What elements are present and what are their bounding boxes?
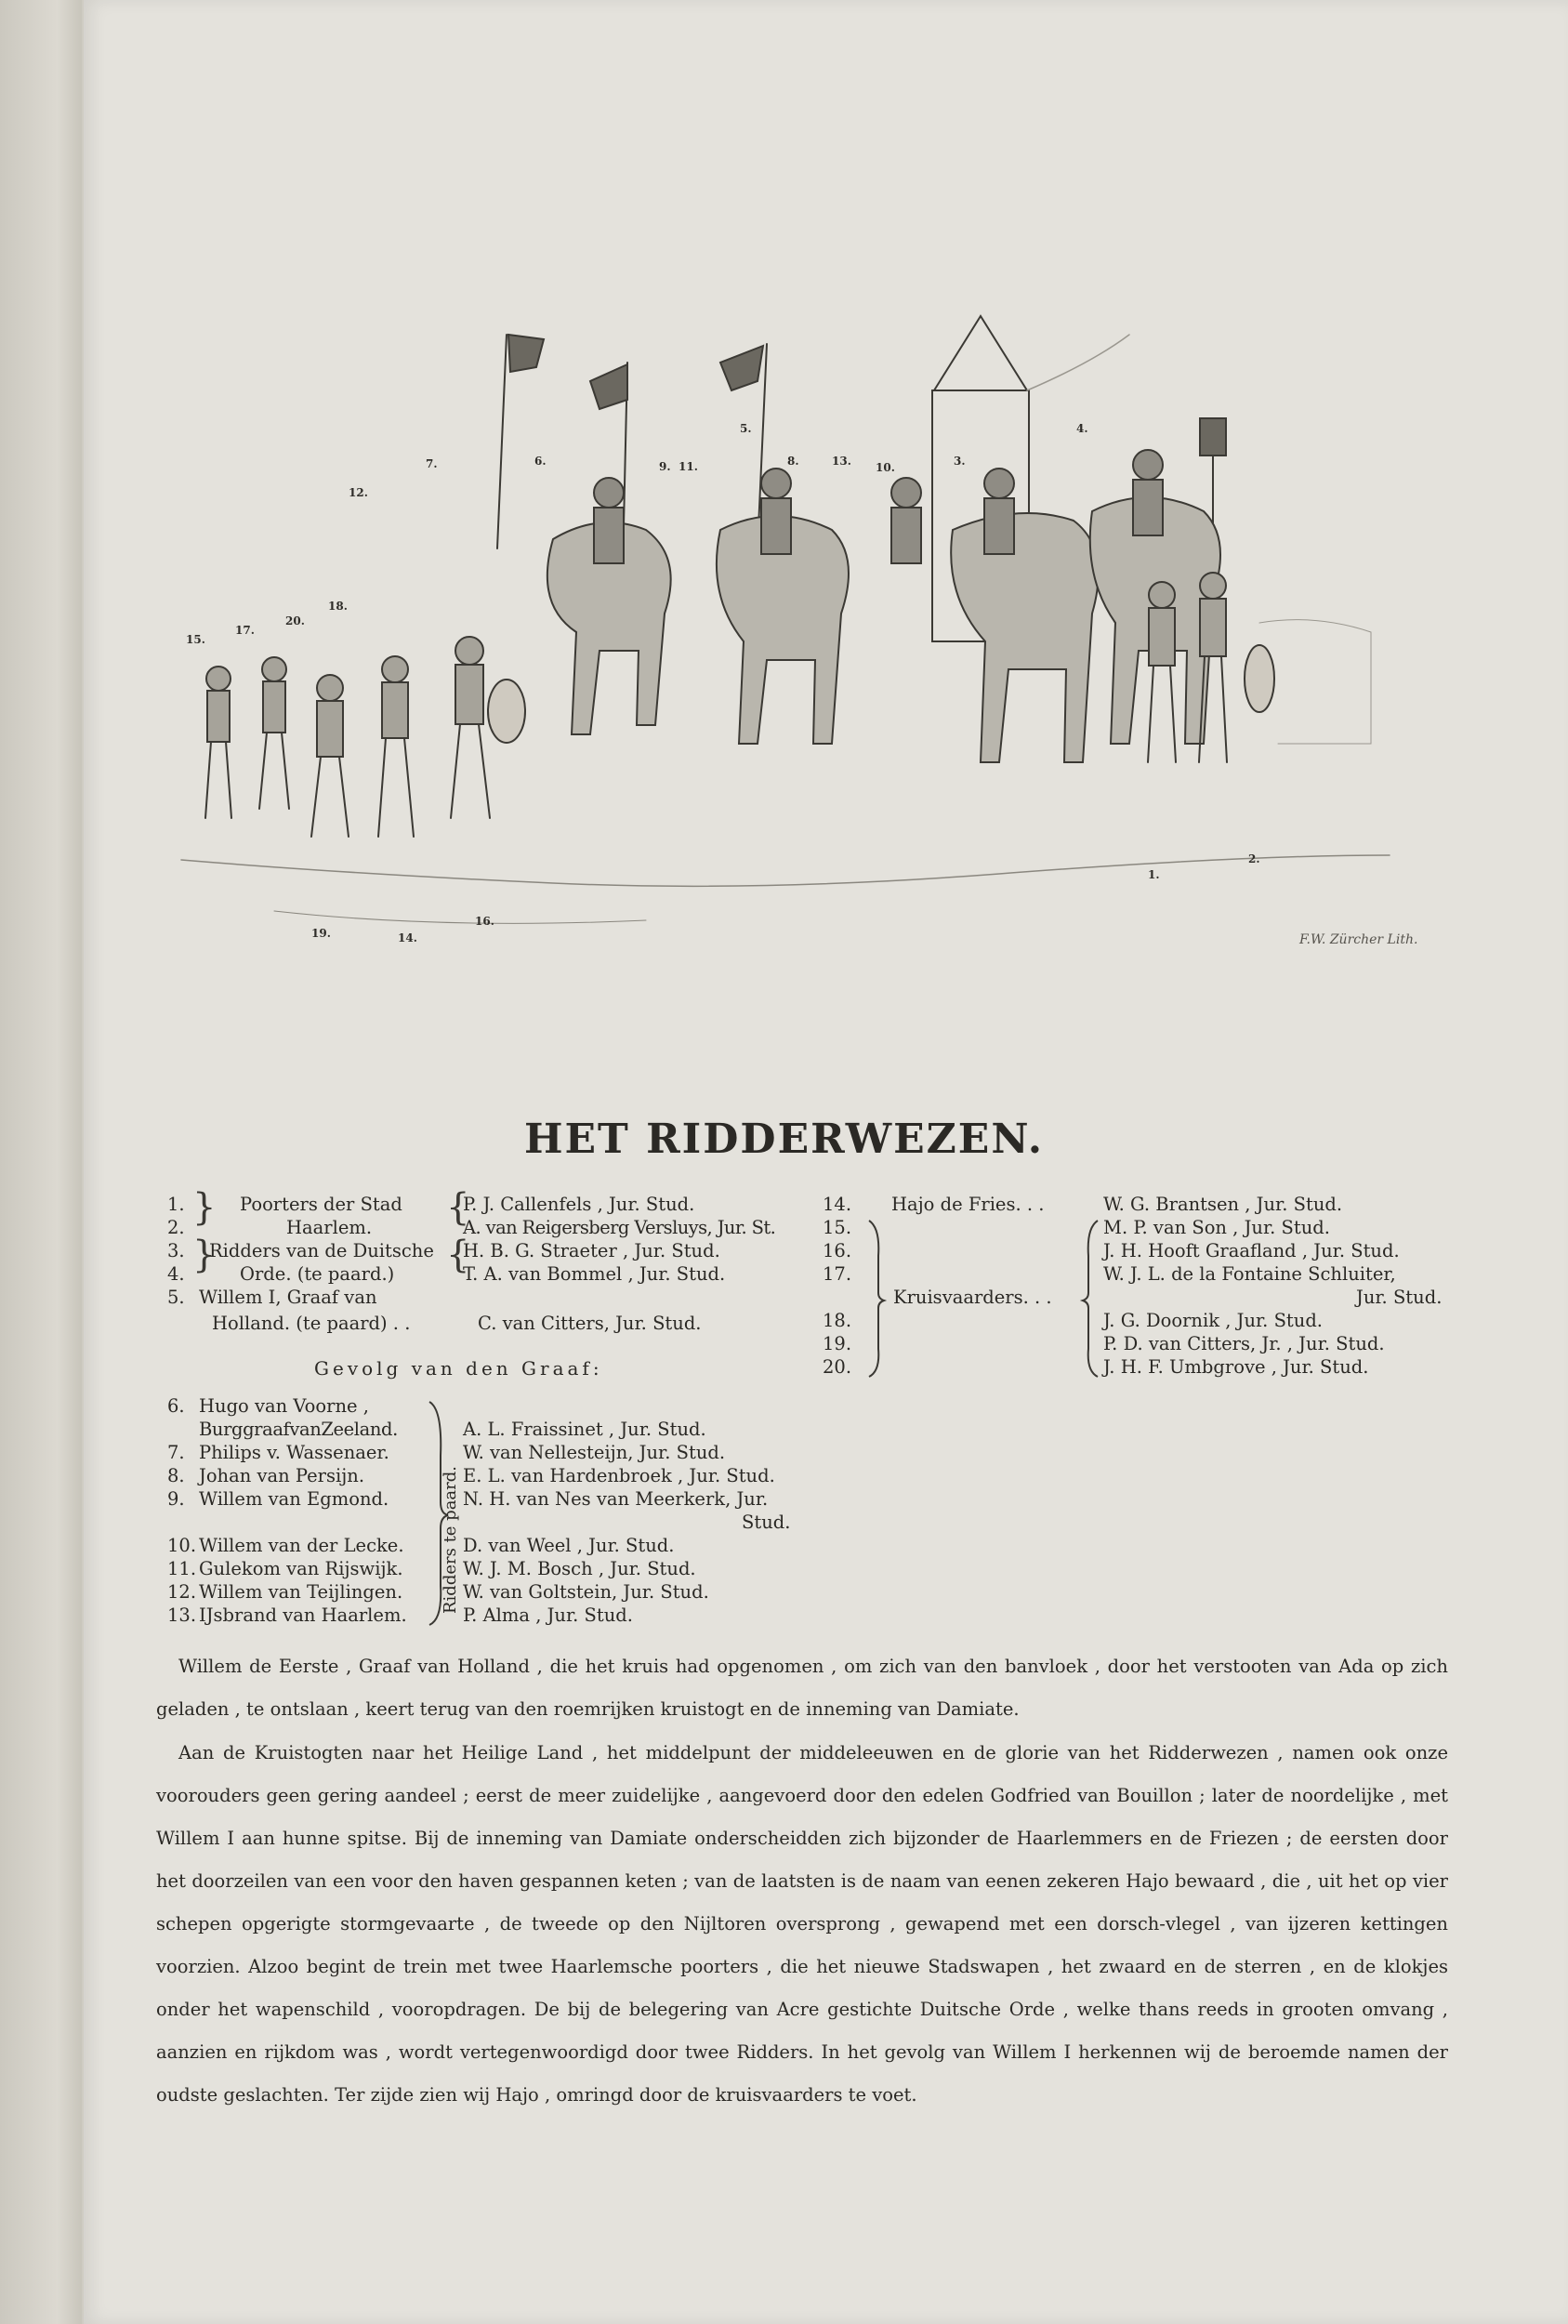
kruisvaarders-brace-left: [865, 1219, 888, 1379]
figure-number-9: 9.: [659, 460, 671, 473]
ridders-te-paard-label: [435, 1432, 467, 1618]
row-name: Stud.: [742, 1512, 791, 1533]
figure-number-16: 16.: [475, 915, 494, 928]
row-name: W. van Goltstein, Jur. Stud.: [463, 1581, 709, 1603]
figure-number-6: 6.: [534, 455, 547, 468]
row-name: T. A. van Bommel , Jur. Stud.: [463, 1263, 726, 1285]
kruisvaarder-name: W. J. L. de la Fontaine Schluiter,: [1103, 1263, 1396, 1285]
figure-number-14: 14.: [398, 931, 417, 944]
row-number: 8.: [167, 1465, 185, 1486]
figure-number-3: 3.: [954, 455, 966, 468]
figure-number-4: 4.: [1076, 422, 1088, 435]
figure-number-13: 13.: [832, 455, 851, 468]
kruisvaarder-number: 20.: [823, 1356, 852, 1378]
row-number: 1.: [167, 1194, 185, 1215]
row-description: Gulekom van Rijswijk.: [199, 1558, 403, 1579]
figure-number-5: 5.: [740, 422, 752, 435]
figure-number-17: 17.: [235, 624, 255, 637]
hajo-row: [823, 1193, 1343, 1217]
body-paragraph: Willem de Eerste , Graaf van Holland , die het kruis had opgenomen , om zich van den banvloek , door het verstooten van Ada op zich geladen , te ontslaan , keert terug van den roemrijken kruistogt en de inneming van Damiate.: [156, 1656, 1448, 1720]
body-paragraph: Aan de Kruistogten naar het Heilige Land , het middelpunt der middeleeuwen en de glorie van het Ridderwezen , namen ook onze voorouders geen gering aandeel ; eerst de meer zuidelijke , aangevoerd door den edelen Godfried van Bouillon ; later de noordelijke , met Willem I aan hunne spitse. Bij de inneming van Damiate onderscheidden zich bijzonder de Haarlemmers en de Friezen ; de eersten door het doorzeilen van een voor den haven gespannen keten ; van de laatsten is de naam van eenen zekeren Hajo bewaard , die , uit het op vier schepen opgerigte stormgevaarte , de tweede op den Nijltoren oversprong , gewapend met een dorsch-vlegel , van ijzeren kettingen voorzien. Alzoo begint de trein met twee Haarlemsche poorters , die het nieuwe Stadswapen , het zwaard en de sterren , en de klokjes onder het wapenschild , vooropdragen. De bij de belegering van Acre gestichte Duitsche Orde , welke thans reeds in grooten omvang , aanzien en rijkdom was , wordt vertegenwoordigd door twee Ridders. In het gevolg van Willem I herkennen wij de beroemde namen der oudste geslachten. Ter zijde zien wij Hajo , omringd door de kruisvaarders te voet.: [156, 1742, 1448, 2106]
kruisvaarder-name: J. H. Hooft Graafland , Jur. Stud.: [1103, 1240, 1400, 1261]
row-description: Ridders van de Duitsche: [209, 1240, 434, 1261]
kruisvaarder-name: M. P. van Son , Jur. Stud.: [1103, 1217, 1330, 1238]
gevolg-row: [167, 1604, 633, 1628]
figure-number-11: 11.: [679, 460, 698, 473]
roster-left: [167, 1186, 818, 1360]
row-name: A. L. Fraissinet , Jur. Stud.: [463, 1419, 706, 1440]
row-number: 12.: [167, 1581, 197, 1603]
kruisvaarder-number: 17.: [823, 1263, 852, 1285]
row-name: W. G. Brantsen , Jur. Stud.: [1103, 1194, 1343, 1215]
row-description: BurggraafvanZeeland.: [199, 1419, 398, 1440]
lithographer-signature: F.W. Zürcher Lith.: [1299, 932, 1418, 947]
kruisvaarder-number: 16.: [823, 1240, 852, 1261]
body-text: [156, 1645, 1448, 2118]
row-description: Willem van der Lecke.: [199, 1535, 404, 1556]
row-number: 9.: [167, 1488, 185, 1510]
row-description: Johan van Persijn.: [199, 1465, 365, 1486]
page-title: HET RIDDERWEZEN.: [523, 1116, 1045, 1163]
figure-number-2: 2.: [1248, 852, 1260, 865]
row-description: Willem I, Graaf van: [199, 1287, 377, 1308]
row-number: 5.: [167, 1287, 185, 1308]
kruisvaarders-brace-right: [1079, 1219, 1101, 1379]
row-name: N. H. van Nes van Meerkerk, Jur.: [463, 1488, 769, 1510]
brace: {: [446, 1186, 470, 1229]
row-number: 6.: [167, 1395, 185, 1417]
gevolg-row: [167, 1580, 709, 1604]
kruisvaarder-number: 19.: [823, 1333, 852, 1354]
kruisvaarder-name: J. H. F. Umbgrove , Jur. Stud.: [1103, 1356, 1369, 1378]
row-number: 7.: [167, 1442, 185, 1463]
figure-number-15: 15.: [186, 633, 205, 646]
row-description: Hajo de Fries. . .: [891, 1194, 1045, 1215]
row-number: 3.: [167, 1240, 185, 1261]
row-number: 13.: [167, 1604, 197, 1626]
row-description: Philips v. Wassenaer.: [199, 1442, 389, 1463]
gevolg-row: [167, 1394, 369, 1419]
kruisvaarder-number: 15.: [823, 1217, 852, 1238]
figure-number-20: 20.: [285, 614, 305, 627]
row-number: 14.: [823, 1194, 852, 1215]
kruisvaarder-name: Jur. Stud.: [1356, 1287, 1443, 1308]
kruisvaarder-number: 18.: [823, 1310, 852, 1331]
brace: }: [192, 1234, 217, 1276]
kruisvaarder-name: P. D. van Citters, Jr. , Jur. Stud.: [1103, 1333, 1385, 1354]
gevolg-row: [167, 1441, 726, 1465]
row-name: P. J. Callenfels , Jur. Stud.: [463, 1194, 695, 1215]
row-name: W. J. M. Bosch , Jur. Stud.: [463, 1558, 696, 1579]
brace: {: [446, 1234, 470, 1276]
row-name: P. Alma , Jur. Stud.: [463, 1604, 633, 1626]
gevolg-row: [167, 1534, 675, 1558]
figure-number-19: 19.: [311, 927, 331, 940]
figure-number-12: 12.: [349, 486, 368, 499]
row-description: Willem van Teijlingen.: [199, 1581, 403, 1603]
row-name: E. L. van Hardenbroek , Jur. Stud.: [463, 1465, 775, 1486]
kruisvaarders-label: Kruisvaarders. . .: [893, 1287, 1052, 1308]
figure-number-18: 18.: [328, 600, 348, 613]
row-description: IJsbrand van Haarlem.: [199, 1604, 407, 1626]
brace: }: [192, 1186, 217, 1229]
row-description: Hugo van Voorne ,: [199, 1395, 369, 1417]
gevolg-list: [167, 1394, 837, 1636]
gevolg-row: [167, 1464, 775, 1488]
gevolg-heading: Gevolg van den Graaf:: [314, 1357, 603, 1380]
gevolg-row: [167, 1557, 696, 1581]
row-name: D. van Weel , Jur. Stud.: [463, 1535, 675, 1556]
figure-number-1: 1.: [1148, 868, 1160, 881]
row-number: 2.: [167, 1217, 185, 1238]
row-name: W. van Nellesteijn, Jur. Stud.: [463, 1442, 726, 1463]
svg-text:Ridders te paard.: Ridders te paard.: [441, 1465, 460, 1614]
row-description: Poorters der Stad: [240, 1194, 402, 1215]
row-name: C. van Citters, Jur. Stud.: [478, 1313, 702, 1334]
row-description: Willem van Egmond.: [199, 1488, 389, 1510]
row-description: Holland. (te paard) . .: [212, 1313, 411, 1334]
row-name: A. van Reigersberg Versluys, Jur. St.: [463, 1217, 776, 1238]
row-name: H. B. G. Straeter , Jur. Stud.: [463, 1240, 720, 1261]
figure-number-10: 10.: [876, 461, 895, 474]
row-number: 10.: [167, 1535, 197, 1556]
row-number: 4.: [167, 1263, 185, 1285]
row-description: Orde. (te paard.): [240, 1263, 395, 1285]
gevolg-row: [167, 1487, 769, 1512]
figure-number-7: 7.: [426, 457, 438, 470]
row-number: 11.: [167, 1558, 197, 1579]
figure-number-8: 8.: [787, 455, 799, 468]
kruisvaarder-name: J. G. Doornik , Jur. Stud.: [1103, 1310, 1324, 1331]
procession-illustration: [163, 279, 1408, 967]
row-description: Haarlem.: [286, 1217, 373, 1238]
roster-right: [823, 1193, 1464, 1416]
